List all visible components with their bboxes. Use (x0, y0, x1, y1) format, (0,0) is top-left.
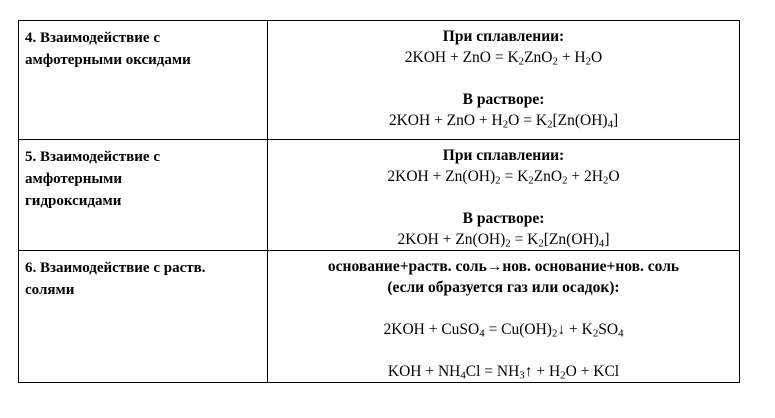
reaction-example-cell (268, 21, 740, 140)
spacer (272, 187, 735, 208)
reaction-condition-heading: (если образуется газ или осадок): (387, 279, 620, 296)
reaction-type-label: 5. Взаимодействие с амфотерными гидроксидами (25, 149, 160, 209)
reaction-type-cell (19, 251, 268, 383)
reaction-condition-heading: В растворе: (462, 91, 545, 108)
reaction-example-cell (268, 251, 740, 383)
spacer (272, 340, 735, 361)
reaction-equation: 2KOH + ZnO + $H_2O = K_2[Zn(OH)_4]$ (388, 112, 619, 131)
reaction-condition-heading: При сплавлении: (442, 28, 565, 45)
reaction-condition-heading: основание+раств. соль→нов. основание+нов. соль (327, 258, 680, 275)
reaction-equation: KOH + $NH_4Cl$ = $NH_3↑ + H_2O$ + KCl (387, 363, 620, 382)
reactions-table (18, 20, 740, 383)
reaction-type-cell (19, 140, 268, 251)
reaction-type-label: 4. Взаимодействие с амфотерными оксидами (25, 30, 191, 68)
table-row (19, 21, 740, 140)
reaction-example-cell (268, 140, 740, 251)
reaction-condition-heading: При сплавлении: (442, 147, 565, 164)
reaction-equation: 2KOH + ZnO = $K_2ZnO_2 + H_2O$ (404, 49, 603, 68)
reaction-type-cell (19, 21, 268, 140)
reaction-condition-heading: В растворе: (462, 210, 545, 227)
table-row (19, 251, 740, 383)
spacer (272, 298, 735, 319)
table-row (19, 140, 740, 251)
reaction-equation: 2KOH + CuSO$_4$ = $Cu(OH)_2↓ + K_2SO_4$ (383, 321, 624, 340)
reaction-equation: $2KOH + Zn(OH)_2 = K_2ZnO_2 + 2H_2O$ (387, 168, 620, 187)
reaction-equation: $2KOH + Zn(OH)_2 = K_2[Zn(OH)_4]$ (397, 231, 610, 250)
reaction-lines (268, 140, 739, 250)
reaction-lines (268, 21, 739, 131)
reaction-type-label: 6. Взаимодействие с раств. солями (25, 260, 206, 298)
spacer (272, 68, 735, 89)
reaction-lines (268, 251, 739, 382)
